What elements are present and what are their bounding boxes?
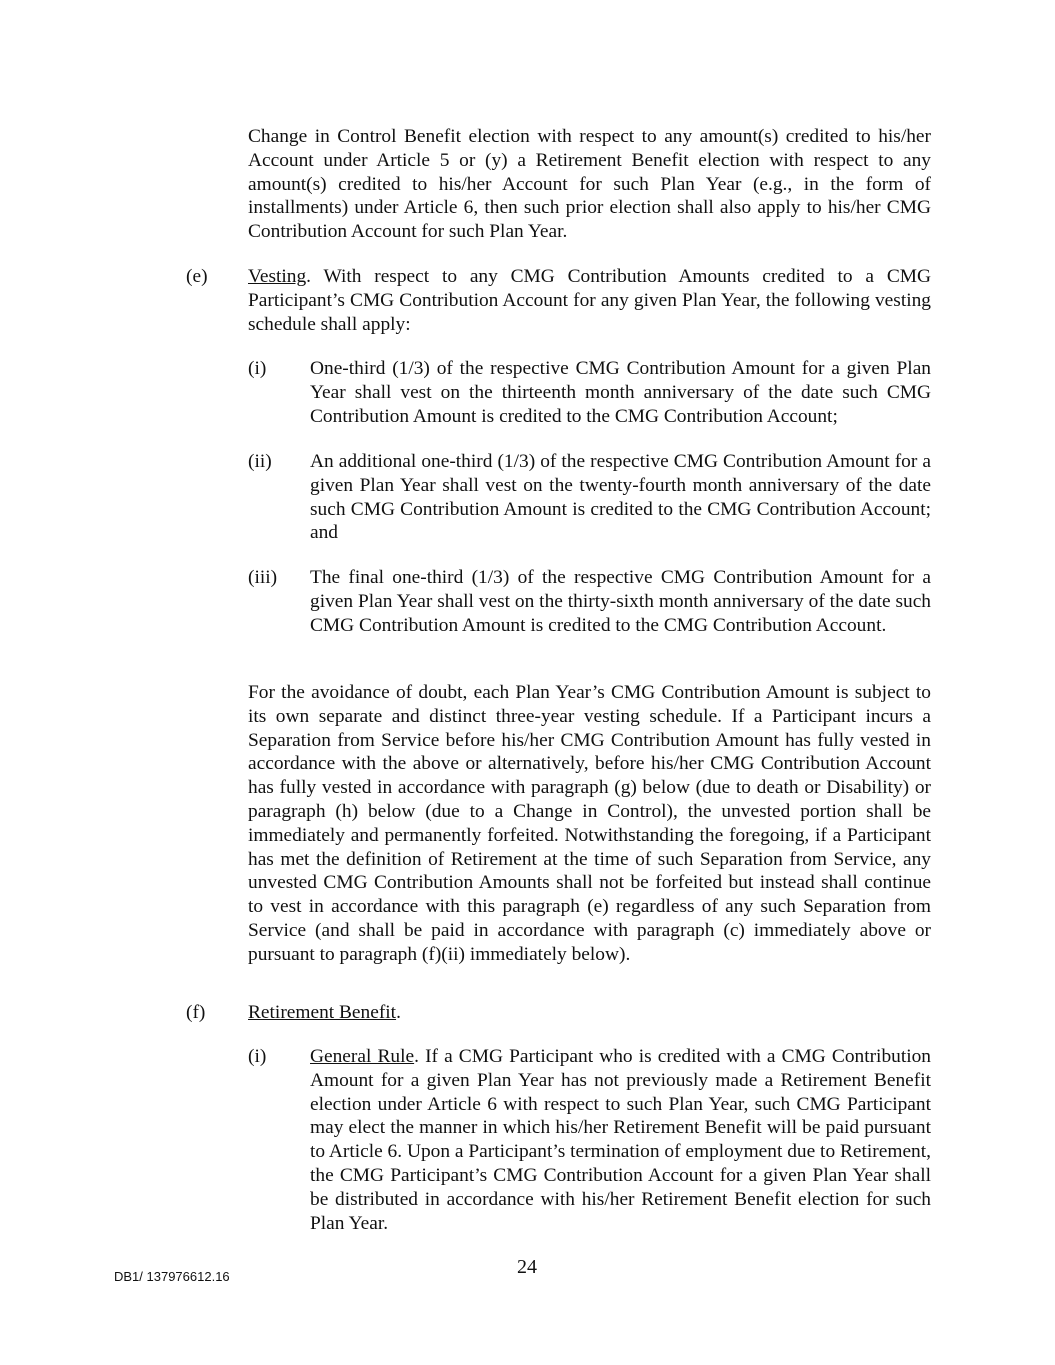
section-f-heading: Retirement Benefit: [248, 1002, 397, 1023]
page-number: 24: [517, 1256, 537, 1278]
section-f-heading-line: [248, 1001, 931, 1025]
section-e-heading: Vesting: [248, 266, 307, 287]
item-e-iii-text: The final one-third (1/3) of the respective CMG Contribution Amount for a given Plan Year shall vest on the thirty-sixth month anniversary of the date such CMG Contribution Amount is credited to the CMG Contribution Account.: [310, 567, 931, 636]
section-e-closing-paragraph: For the avoidance of doubt, each Plan Year’s CMG Contribution Amount is subject to its own separate and distinct three-year vesting schedule. If a Participant incurs a Separation from Service before his/her CMG Contribution Amount has fully vested in accordance with the above or alternatively, before his/her CMG Contribution Account has fully vested in accordance with paragraph (g) below (due to death or Disability) or paragraph (h) below (due to a Change in Control), the unvested portion shall be immediately and permanently forfeited. Notwithstanding the foregoing, if a Participant has met the definition of Retirement at the time of such Separation from Service, any unvested CMG Contribution Amounts shall not be forfeited but instead shall continue to vest in accordance with this paragraph (e) regardless of any such Separation from Service (and shall be paid in accordance with paragraph (c) immediately above or pursuant to paragraph (f)(ii) immediately below).: [248, 682, 931, 965]
item-e-ii-label: (ii): [248, 451, 272, 472]
item-f-i-heading: General Rule: [310, 1046, 415, 1067]
intro-paragraph: Change in Control Benefit election with respect to any amount(s) credited to his/her Account under Article 5 or (y) a Retirement Benefit election with respect to any amount(s) credited to his/her Account for such Plan Year (e.g., in the form of installments) under Article 6, then such prior election shall also apply to his/her CMG Contribution Account for such Plan Year.: [248, 126, 931, 243]
section-e-paragraph: [248, 265, 931, 336]
item-e-i-label: (i): [248, 358, 267, 379]
section-f-label: (f): [186, 1002, 206, 1023]
item-f-i-text: . If a CMG Participant who is credited with a CMG Contribution Amount for a given Plan Year has not previously made a Retirement Benefit election under Article 6 with respect to such Plan Year, such CMG Participant may elect the manner in which his/her Retirement Benefit will be paid pursuant to Article 6. Upon a Participant’s termination of employment due to Retirement, the CMG Participant’s CMG Contribution Account for a given Plan Year shall be distributed in accordance with his/her Retirement Benefit election for such Plan Year.: [310, 1046, 931, 1234]
section-e-label: (e): [186, 266, 208, 287]
item-e-iii-label: (iii): [248, 567, 278, 588]
document-id: DB1/ 137976612.16: [114, 1269, 230, 1284]
item-f-i-paragraph: [310, 1045, 931, 1235]
item-f-i-label: (i): [248, 1046, 267, 1067]
section-e-text: . With respect to any CMG Contribution Amounts credited to a CMG Participant’s CMG Contribution Account for any given Plan Year, the following vesting schedule shall apply:: [248, 266, 931, 335]
item-e-i-text: One-third (1/3) of the respective CMG Contribution Amount for a given Plan Year shall vest on the thirteenth month anniversary of the date such CMG Contribution Amount is credited to the CMG Contribution Account;: [310, 358, 931, 427]
section-f-period: .: [396, 1002, 401, 1023]
item-e-ii-text: An additional one-third (1/3) of the respective CMG Contribution Amount for a given Plan Year shall vest on the twenty-fourth month anniversary of the date such CMG Contribution Amount is credited to the CMG Contribution Account; and: [310, 451, 931, 544]
